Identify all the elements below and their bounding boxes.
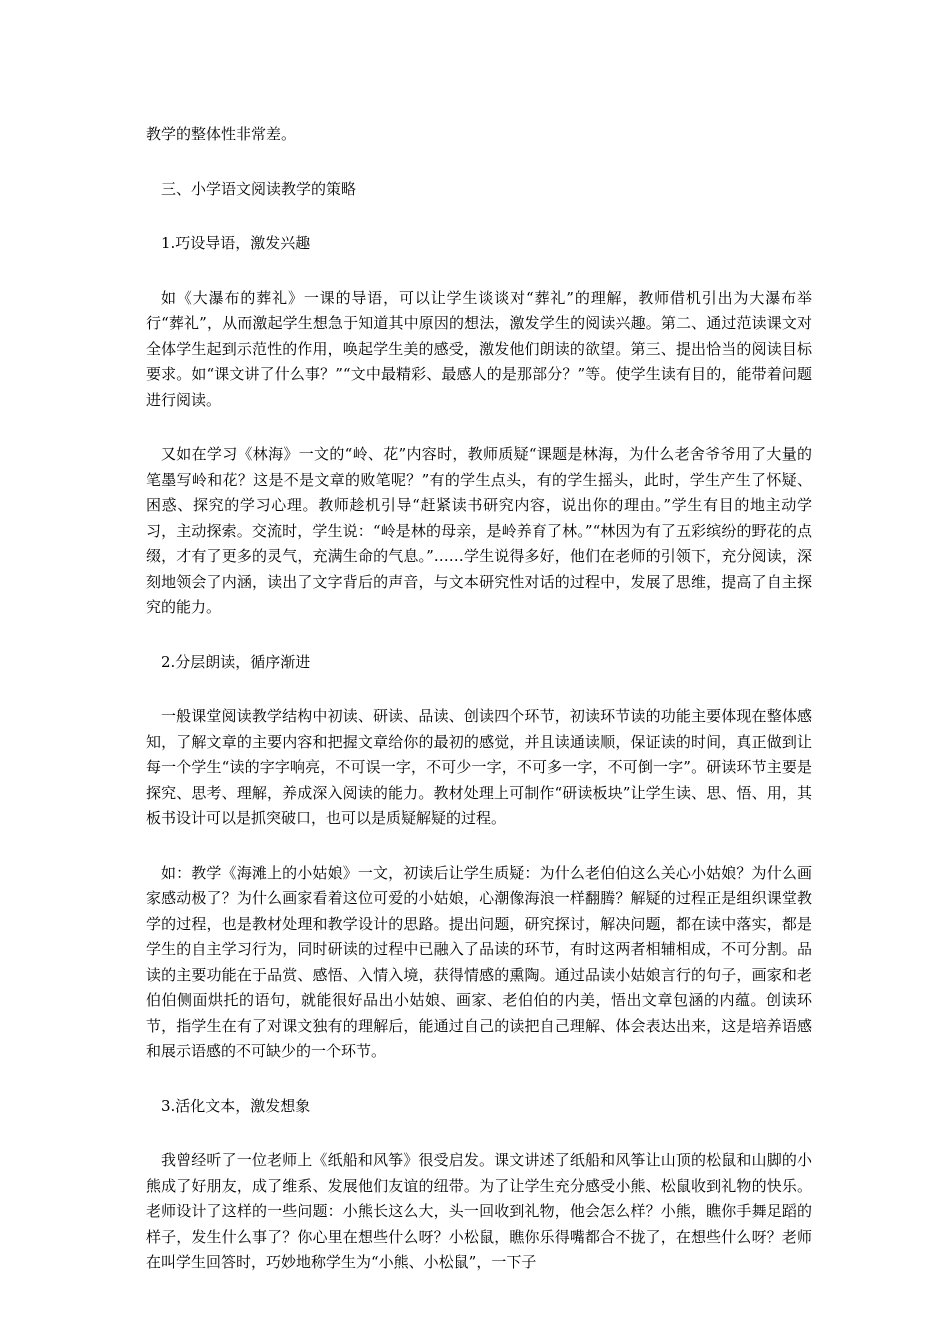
paragraph-1: 如《大瀑布的葬礼》一课的导语，可以让学生谈谈对“葬礼”的理解，教师借机引出为大瀑布举行“葬礼”，从而激起学生想急于知道其中原因的想法，激发学生的阅读兴趣。第二、通过范读课文对全体学生起到示范性的作用，唤起学生美的感受，激发他们朗读的欲望。第三、提出恰当的阅读目标要求。如“课文讲了什么事？”“文中最精彩、最感人的是那部分？”等。使学生读有目的，能带着问题进行阅读。 [146,288,812,409]
paragraph-gap [146,675,812,704]
paragraph-gap [146,1065,812,1094]
paragraph-gap [146,257,812,286]
paragraph-3: 一般课堂阅读教学结构中初读、研读、品读、创读四个环节，初读环节读的功能主要体现在整体感知，了解文章的主要内容和把握文章给你的最初的感觉，并且读通读顺，保证读的时间，真正做到让每一个学生“读的字字响亮，不可误一字，不可少一字，不可多一字，不可倒一字”。研读环节主要是探究、思考、理解，养成深入阅读的能力。教材处理上可制作“研读板块”让学生读、思、悟、用，其板书设计可以是抓突破口，也可以是质疑解疑的过程。 [146,707,812,827]
paragraph-gap [146,1119,812,1148]
paragraph-2: 又如在学习《林海》一文的“岭、花”内容时，教师质疑“课题是林海，为什么老舍爷爷用了大量的笔墨写岭和花？这是不是文章的败笔呢？”有的学生点头，有的学生摇头，此时，学生产生了怀疑、困惑、探究的学习心理。教师趁机引导“赶紧读书研究内容，说出你的理由。”学生有目的地主动学习，主动探索。交流时，学生说：“岭是林的母亲，是岭养育了林。”“林因为有了五彩缤纷的野花的点缀，才有了更多的灵气，充满生命的气息。”……学生说得多好，他们在老师的引领下，充分阅读，深刻地领会了内涵，读出了文字背后的声音，与文本研究性对话的过程中，发展了思维，提高了自主探究的能力。 [146,445,812,616]
subsection-heading-2: 2.分层朗读，循序渐进 [161,652,311,671]
subsection-heading-1: 1.巧设导语，激发兴趣 [161,234,311,252]
paragraph-4: 如：教学《海滩上的小姑娘》一文，初读后让学生质疑：为什么老伯伯这么关心小姑娘？为什么画家感动极了？为什么画家看着这位可爱的小姑娘，心潮像海浪一样翻腾？解疑的过程正是组织课堂教学的过程，也是教材处理和教学设计的思路。提出问题，研究探讨，解决问题，都在读中落实，都是学生的自主学习行为，同时研读的过程中已融入了品读的环节，有时这两者相辅相成，不可分割。品读的主要功能在于品赏、感悟、入情入境，获得情感的熏陶。通过品读小姑娘言行的句子，画家和老伯伯侧面烘托的语句，就能很好品出小姑娘、画家、老伯伯的内美，悟出文章包涵的内蕴。创读环节，指学生在有了对课文独有的理解后，能通过自己的读把自己理解、体会表达出来，这是培养语感和展示语感的不可缺少的一个环节。 [146,863,812,1060]
paragraph-gap [146,621,812,650]
paragraph-5: 我曾经听了一位老师上《纸船和风筝》很受启发。课文讲述了纸船和风筝让山顶的松鼠和山脚的小熊成了好朋友，成了维系、发展他们友谊的纽带。为了让学生充分感受小熊、松鼠收到礼物的快乐。老师设计了这样的一些问题：小熊长这么大，头一回收到礼物，他会怎么样？小熊，瞧你手舞足蹈的样子，发生什么事了？你心里在想些什么呀？小松鼠，瞧你乐得嘴都合不拢了，在想些什么呀？老师在叫学生回答时，巧妙地称学生为“小熊、小松鼠”，一下子 [146,1151,812,1271]
paragraph-gap [146,202,812,231]
paragraph-intro: 教学的整体性非常差。 [146,125,297,143]
subsection-heading-3: 3.活化文本，激发想象 [161,1096,311,1115]
paragraph-gap [146,832,812,861]
paragraph-gap [146,413,812,442]
paragraph-gap [146,148,812,177]
section-heading: 三、小学语文阅读教学的策略 [161,179,357,198]
